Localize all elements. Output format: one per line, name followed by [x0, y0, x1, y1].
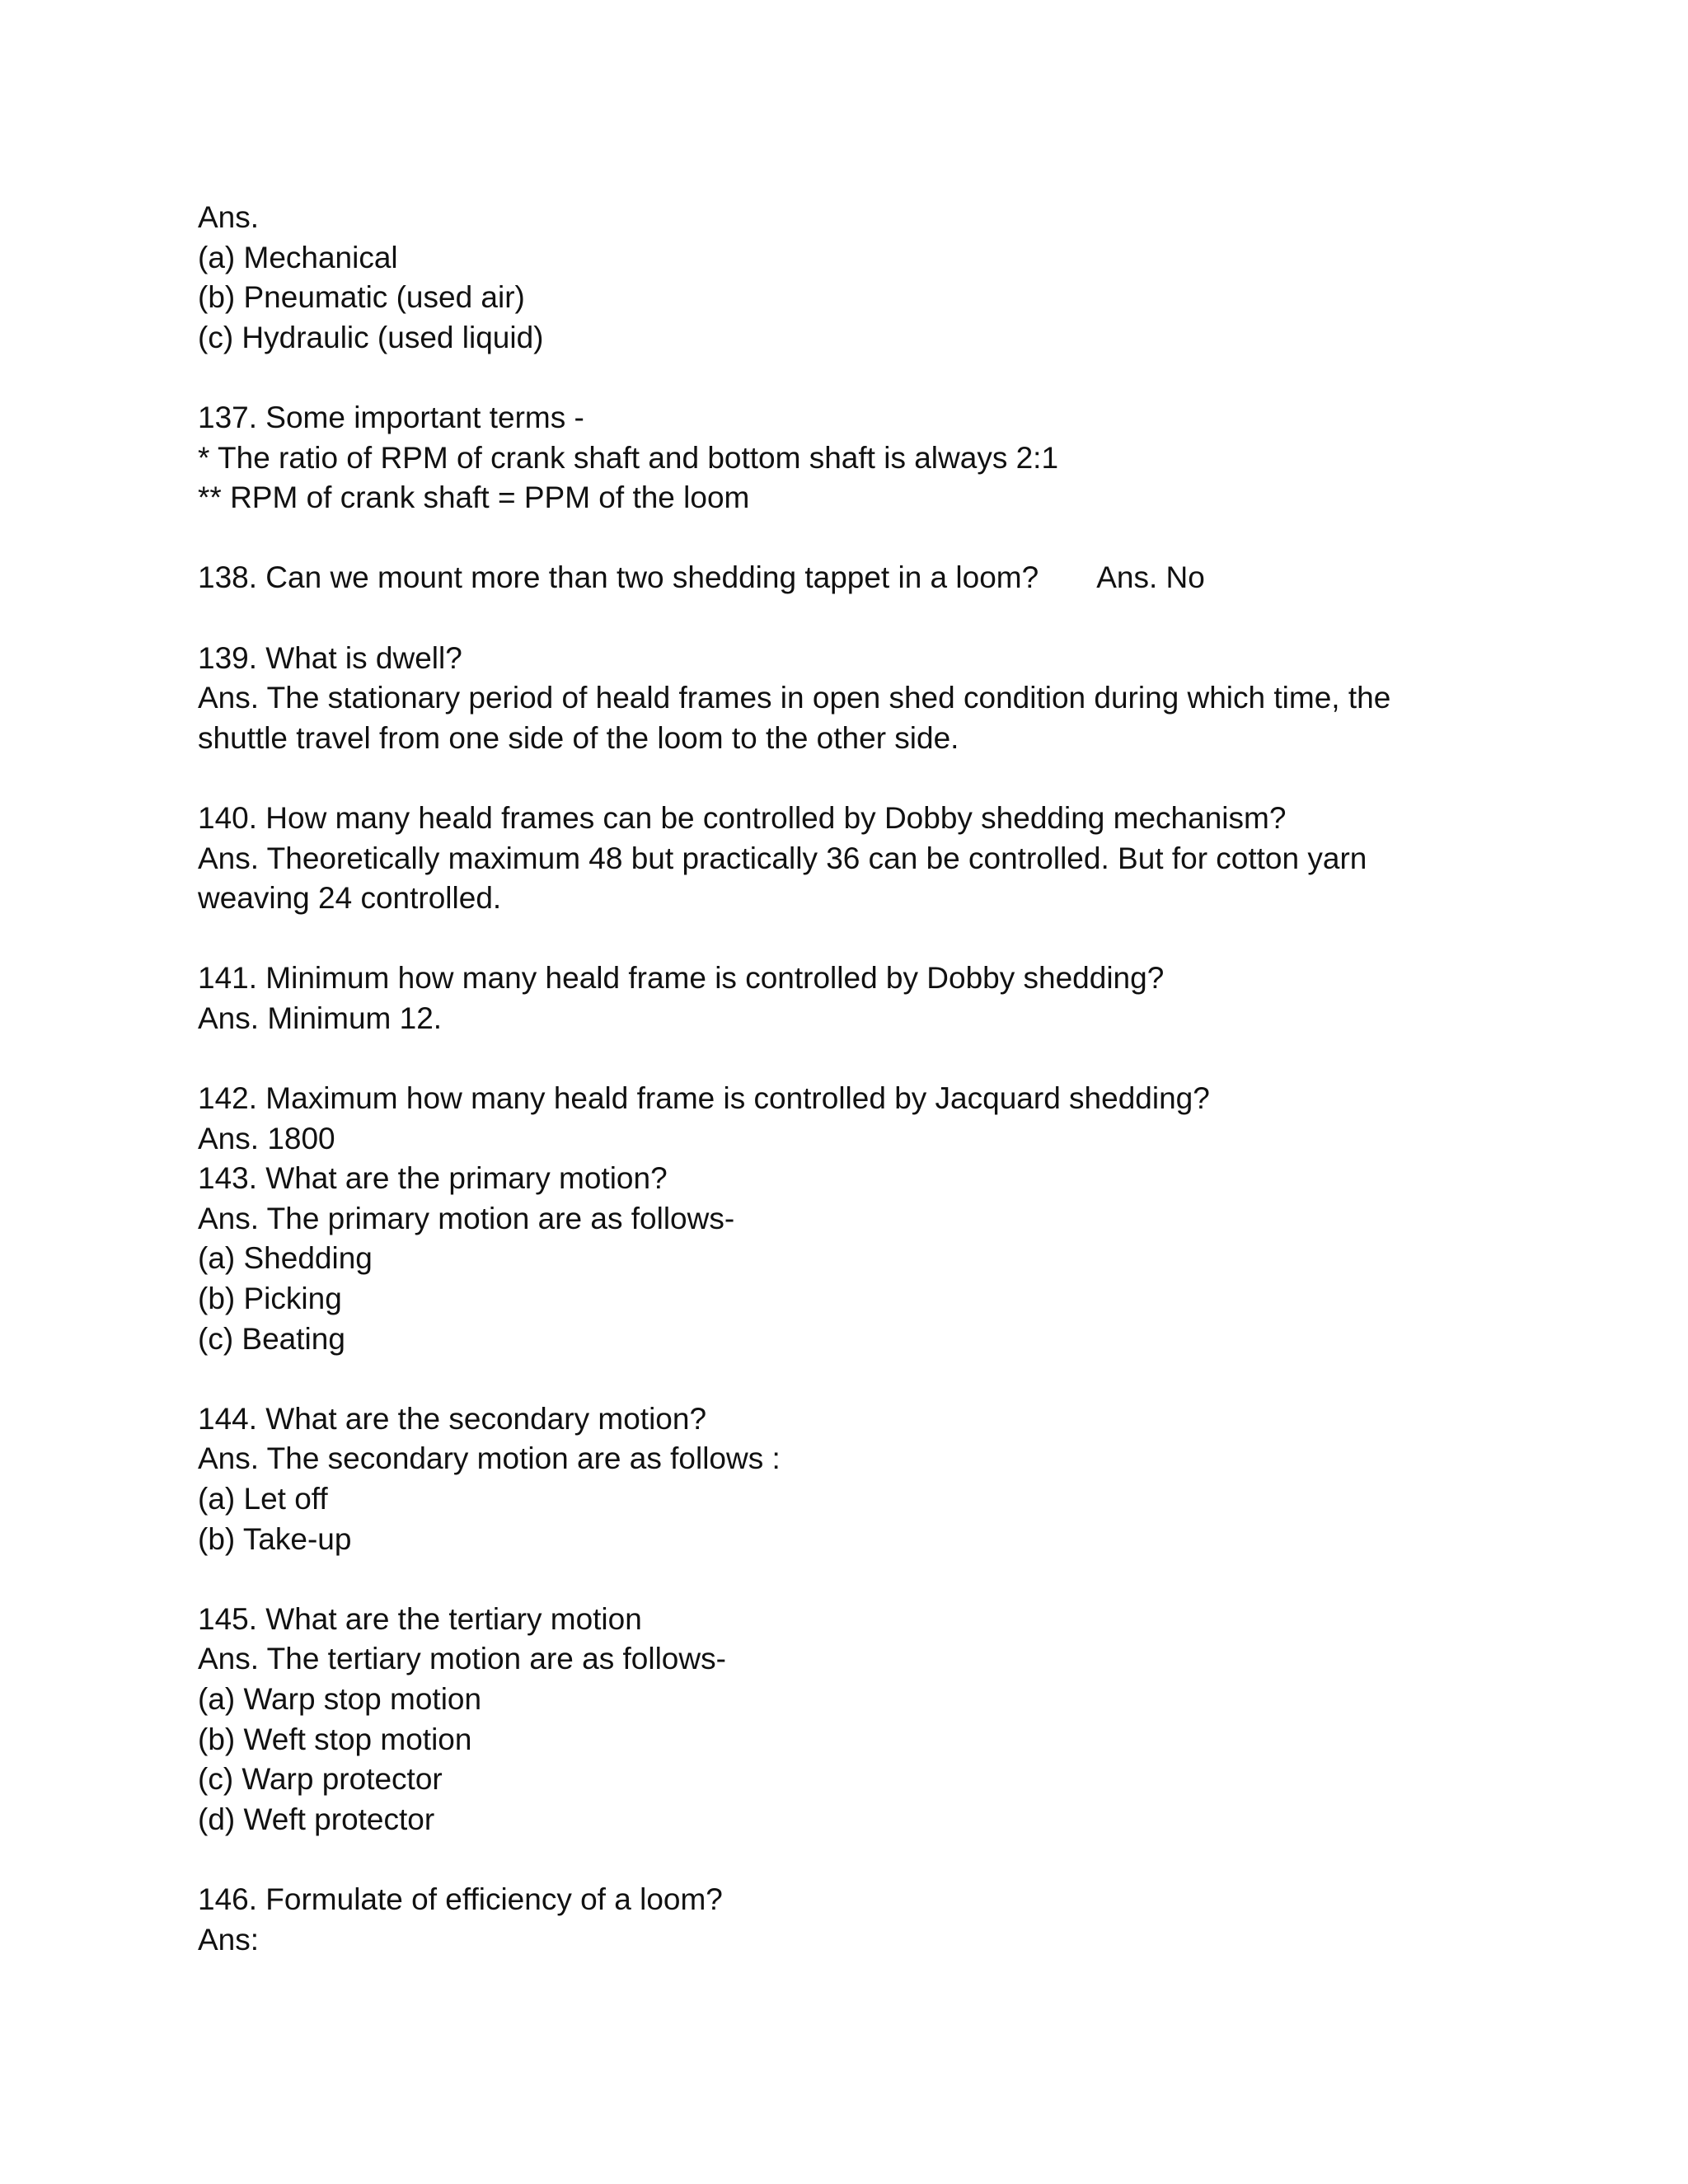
answer-text: Ans. The primary motion are as follows- [198, 1201, 735, 1235]
list-item: (a) Mechanical [198, 240, 398, 274]
answer-text: Ans. The tertiary motion are as follows- [198, 1642, 726, 1676]
question-text: 139. What is dwell? [198, 640, 462, 675]
answer-block-136 [198, 198, 1484, 358]
list-item: (a) Shedding [198, 1241, 373, 1276]
answer-text: Ans. Theoretically maximum 48 but practically 36 can be controlled. But for cotton yarn weaving 24 controlled. [198, 841, 1367, 916]
question-text: 141. Minimum how many heald frame is controlled by Dobby shedding? [198, 961, 1165, 996]
question-text: 138. Can we mount more than two shedding tappet in a loom? [198, 560, 1039, 595]
question-block-139 [198, 639, 1484, 759]
document-content [198, 198, 1484, 1960]
question-block-138 [198, 558, 1484, 598]
answer-label: Ans: [198, 1922, 260, 1957]
list-item: (d) Weft protector [198, 1802, 435, 1836]
list-item: (a) Warp stop motion [198, 1681, 482, 1716]
question-text: 143. What are the primary motion? [198, 1161, 668, 1196]
answer-text: Ans. Minimum 12. [198, 1001, 443, 1035]
question-block-140 [198, 799, 1484, 919]
note-line: ** RPM of crank shaft = PPM of the loom [198, 480, 750, 515]
list-item: (b) Picking [198, 1282, 342, 1316]
answer-text: Ans. No [1096, 560, 1205, 595]
question-block-142-143 [198, 1079, 1484, 1359]
question-block-146 [198, 1880, 1484, 1960]
question-text: 137. Some important terms - [198, 400, 584, 434]
list-item: (a) Let off [198, 1482, 328, 1516]
list-item: (c) Warp protector [198, 1762, 443, 1797]
question-block-141 [198, 958, 1484, 1038]
list-item: (b) Take-up [198, 1521, 352, 1556]
question-block-145 [198, 1600, 1484, 1840]
list-item: (b) Weft stop motion [198, 1722, 472, 1756]
answer-text: Ans. The secondary motion are as follows : [198, 1441, 781, 1476]
answer-label: Ans. [198, 200, 260, 234]
question-text: 144. What are the secondary motion? [198, 1401, 707, 1436]
question-text: 146. Formulate of efficiency of a loom? [198, 1882, 723, 1916]
answer-text: Ans. The stationary period of heald frames in open shed condition during which time, the shuttle travel from one side of the loom to the other side. [198, 681, 1391, 755]
question-block-137 [198, 398, 1484, 518]
question-text: 142. Maximum how many heald frame is controlled by Jacquard shedding? [198, 1081, 1210, 1116]
list-item: (c) Beating [198, 1321, 345, 1356]
question-text: 145. What are the tertiary motion [198, 1601, 642, 1636]
list-item: (c) Hydraulic (used liquid) [198, 320, 544, 354]
note-line: * The ratio of RPM of crank shaft and bottom shaft is always 2:1 [198, 440, 1059, 475]
answer-text: Ans. 1800 [198, 1121, 335, 1155]
question-text: 140. How many heald frames can be controlled by Dobby shedding mechanism? [198, 800, 1287, 835]
list-item: (b) Pneumatic (used air) [198, 280, 525, 315]
question-block-144 [198, 1399, 1484, 1559]
